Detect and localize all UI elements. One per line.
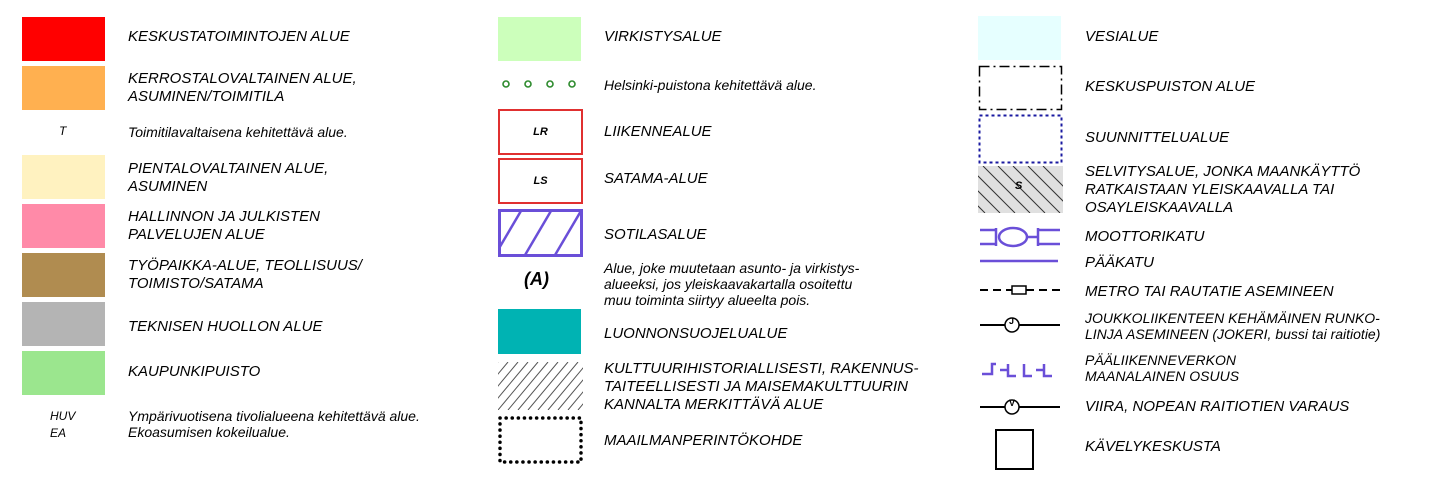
label-viira: VIIRA, NOPEAN RAITIOTIEN VARAUS <box>1085 398 1350 415</box>
sotilasalue-hatch-icon <box>498 209 583 257</box>
label-metro: METRO TAI RAUTATIE ASEMINEEN <box>1085 283 1334 300</box>
swatch-kerrostalo <box>22 66 105 110</box>
label-sotilasalue: SOTILASALUE <box>604 226 707 243</box>
helsinki-puisto-dots-icon <box>498 78 582 92</box>
label-suunnittelualue: SUUNNITTELUALUE <box>1085 129 1230 146</box>
swatch-pientalo <box>22 155 105 199</box>
label-huv-ea: Ympärivuotisena tivolialueena kehitettävä alue. Ekoasumisen kokeilualue. <box>128 408 420 440</box>
label-kerrostalo: KERROSTALOVALTAINEN ALUE, ASUMINEN/TOIMITILA <box>128 70 357 105</box>
label-paakatu: PÄÄKATU <box>1085 254 1154 271</box>
label-toimitila: Toimitilavaltaisena kehitettävä alue. <box>128 124 348 140</box>
swatch-hallinto <box>22 204 105 248</box>
code-lr: LR <box>533 126 548 138</box>
label-kavelykeskusta: KÄVELYKESKUSTA <box>1085 438 1221 455</box>
suunnittelualue-dotted-icon <box>978 114 1063 164</box>
viira-line-icon <box>978 397 1063 417</box>
label-pientalo: PIENTALOVALTAINEN ALUE, ASUMINEN <box>128 160 329 195</box>
swatch-tyopaikka <box>22 253 105 297</box>
code-s: S <box>1015 180 1023 192</box>
paakatu-line-icon <box>978 257 1063 265</box>
metro-rautatie-icon <box>978 282 1063 298</box>
label-vesialue: VESIALUE <box>1085 28 1159 45</box>
label-moottorikatu: MOOTTORIKATU <box>1085 228 1205 245</box>
swatch-keskusta <box>22 17 105 61</box>
label-hallinto: HALLINNON JA JULKISTEN PALVELUJEN ALUE <box>128 208 320 243</box>
code-j: J <box>1009 316 1015 326</box>
label-maanalainen: PÄÄLIIKENNEVERKON MAANALAINEN OSUUS <box>1085 352 1240 384</box>
swatch-tekninen <box>22 302 105 346</box>
code-v: V <box>1009 398 1016 408</box>
moottorikatu-icon <box>978 224 1063 250</box>
kavelykeskusta-box-icon <box>995 429 1034 470</box>
label-selvitysalue: SELVITYSALUE, JONKA MAANKÄYTTÖ RATKAISTAAN YLEISKAAVALLA TAI OSAYLEISKAAVALLA <box>1085 163 1361 216</box>
label-tyopaikka: TYÖPAIKKA-ALUE, TEOLLISUUS/ TOIMISTO/SATAMA <box>128 257 362 292</box>
label-a-alue: Alue, joke muutetaan asunto- ja virkistys- alueeksi, jos yleiskaavakartalla osoitettu muu toiminta siirtyy alueelta pois. <box>604 260 860 308</box>
swatch-virkistys <box>498 17 581 61</box>
label-helsinki-puisto: Helsinki-puistona kehitettävä alue. <box>604 77 817 93</box>
label-jokeri: JOUKKOLIIKENTEEN KEHÄMÄINEN RUNKO- LINJA ASEMINEEN (JOKERI, bussi tai raitiotie) <box>1085 310 1381 342</box>
label-keskusta: KESKUSTATOIMINTOJEN ALUE <box>128 28 350 45</box>
keskuspuisto-dashdot-icon <box>978 65 1063 111</box>
code-huv-ea: HUV EA <box>50 409 76 440</box>
swatch-luonnonsuojelu <box>498 309 581 354</box>
jokeri-line-icon <box>978 315 1063 335</box>
code-a: (A) <box>524 269 549 289</box>
label-kaupunkipuisto: KAUPUNKIPUISTO <box>128 363 261 380</box>
maailmanperinto-dotted-box-icon <box>498 416 583 464</box>
kulttuurihistoria-hatch-icon <box>498 362 583 410</box>
maanalainen-osuus-icon <box>978 360 1063 380</box>
swatch-vesialue <box>978 16 1061 60</box>
label-keskuspuisto: KESKUSPUISTON ALUE <box>1085 78 1256 95</box>
label-virkistys: VIRKISTYSALUE <box>604 28 722 45</box>
swatch-kaupunkipuisto <box>22 351 105 395</box>
swatch-liikennealue <box>498 109 583 155</box>
label-kulttuurihistoria: KULTTUURIHISTORIALLISESTI, RAKENNUS- TAITEELLISESTI JA MAISEMAKULTTUURIN KANNALTA MERKITTÄVÄ ALUE <box>604 360 919 413</box>
label-luonnonsuojelu: LUONNONSUOJELUALUE <box>604 325 788 342</box>
code-t: T <box>59 124 67 138</box>
label-maailmanperinto: MAAILMANPERINTÖKOHDE <box>604 432 803 449</box>
label-liikennealue: LIIKENNEALUE <box>604 123 712 140</box>
label-satama: SATAMA-ALUE <box>604 170 708 187</box>
code-ls: LS <box>533 175 548 187</box>
label-tekninen: TEKNISEN HUOLLON ALUE <box>128 318 323 335</box>
swatch-satama <box>498 158 583 204</box>
